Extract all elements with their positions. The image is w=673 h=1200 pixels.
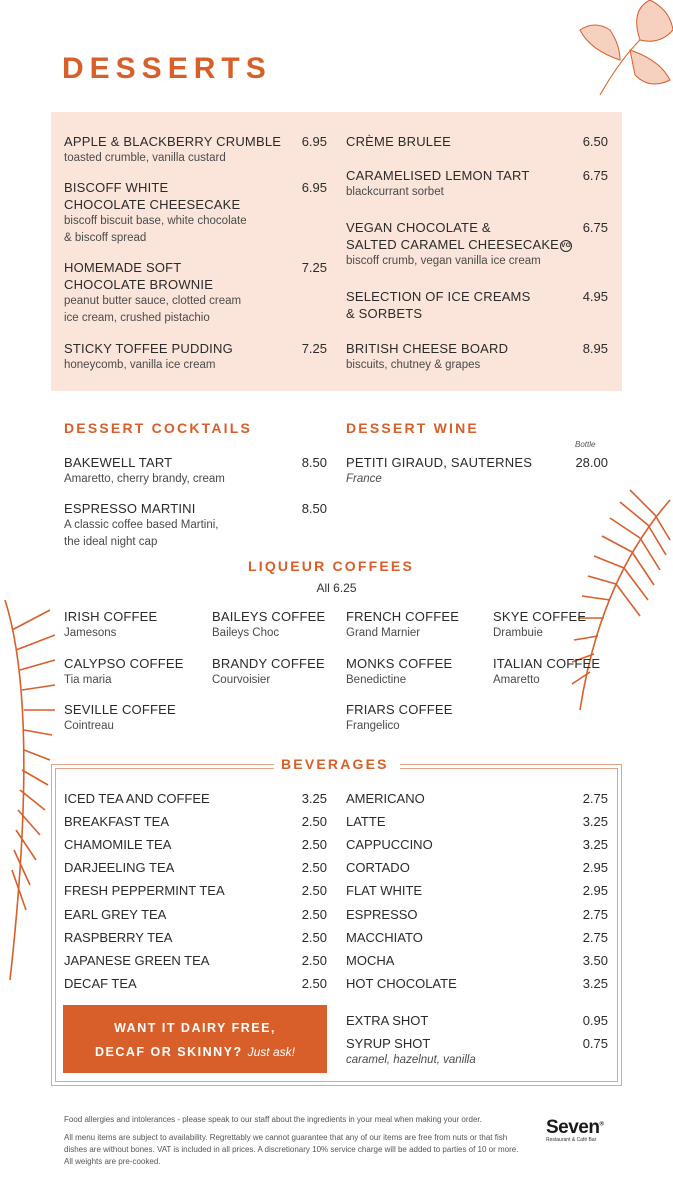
dessert-item: APPLE & BLACKBERRY CRUMBLE toasted crumble, vanilla custard [64,134,282,164]
liqueur-item: SEVILLE COFFEE Cointreau [64,702,176,732]
liqueur-item: BRANDY COFFEE Courvoisier [212,656,325,686]
liqueur-item: BAILEYS COFFEE Baileys Choc [212,609,326,639]
beverage-price: 2.50 [301,837,327,853]
beverage-item: FRESH PEPPERMINT TEA [64,883,225,899]
beverage-item: BREAKFAST TEA [64,814,170,830]
beverage-item: DARJEELING TEA [64,860,175,876]
dessert-price: 4.95 [582,289,608,304]
wine-heading: DESSERT WINE [346,420,479,436]
cocktail-item: ESPRESSO MARTINI A classic coffee based Martini, the ideal night cap [64,501,219,548]
dessert-price: 6.95 [301,180,327,195]
liqueur-item: SKYE COFFEE Drambuie [493,609,587,639]
liqueur-item: FRIARS COFFEE Frangelico [346,702,453,732]
dessert-price: 6.75 [582,220,608,235]
beverage-item: JAPANESE GREEN TEA [64,952,210,968]
beverage-price: 2.50 [301,975,327,991]
beverage-price: 3.25 [582,975,608,991]
beverage-price: 2.95 [582,860,608,876]
syrup-flavours: caramel, hazelnut, vanilla [346,1054,476,1066]
beverage-item: DECAF TEA [64,975,137,991]
beverage-price: 2.75 [582,929,608,945]
dessert-item: HOMEMADE SOFT CHOCOLATE BROWNIE peanut butter sauce, clotted cream ice cream, crushed pistachio [64,260,242,324]
wine-unit-label: Bottle [575,440,596,449]
beverage-item: HOT CHOCOLATE [346,975,457,991]
beverage-price: 2.75 [582,906,608,922]
beverage-price: 2.50 [301,814,327,830]
dessert-item: VEGAN CHOCOLATE & SALTED CARAMEL CHEESECAKE VG biscoff crumb, vegan vanilla ice cream [346,220,571,267]
beverage-price: 2.50 [301,929,327,945]
beverage-price: 3.50 [582,952,608,968]
liqueur-heading: LIQUEUR COFFEES [248,558,415,574]
beverage-item: LATTE [346,814,386,830]
vegan-badge-icon: VG [560,240,572,252]
beverage-item: EARL GREY TEA [64,906,167,922]
beverage-price: 2.50 [301,883,327,899]
beverage-item: MOCHA [346,952,395,968]
dessert-item: CRÈME BRULEE [346,134,451,149]
beverage-item: RASPBERRY TEA [64,929,173,945]
ginkgo-leaf-top-right-icon [570,0,673,100]
dessert-price: 6.50 [582,134,608,149]
cocktail-price: 8.50 [301,501,327,516]
dessert-price: 7.25 [301,341,327,356]
liqueur-item: MONKS COFFEE Benedictine [346,656,453,686]
dessert-item: BISCOFF WHITE CHOCOLATE CHEESECAKE biscoff biscuit base, white chocolate & biscoff spread [64,180,247,244]
liqueur-all-price: All 6.25 [316,581,357,595]
beverage-item: EXTRA SHOT [346,1013,429,1028]
beverage-price: 3.25 [301,791,327,806]
beverage-item: AMERICANO [346,791,425,806]
beverage-item: CORTADO [346,860,410,876]
beverage-price: 2.50 [301,860,327,876]
dessert-price: 7.25 [301,260,327,275]
cocktails-heading: DESSERT COCKTAILS [64,420,253,436]
beverage-item: ICED TEA AND COFFEE [64,791,210,806]
beverage-item: SYRUP SHOT [346,1036,431,1051]
page-title: DESSERTS [62,52,272,85]
beverage-price: 2.75 [582,791,608,806]
beverage-item: CAPPUCCINO [346,837,433,853]
dessert-price: 8.95 [582,341,608,356]
wine-item: PETITI GIRAUD, SAUTERNES France [346,455,533,485]
beverage-price: 0.95 [582,1013,608,1028]
beverage-item: MACCHIATO [346,929,423,945]
dessert-item: BRITISH CHEESE BOARD biscuits, chutney & grapes [346,341,509,371]
liqueur-item: ITALIAN COFFEE Amaretto [493,656,601,686]
dessert-price: 6.95 [301,134,327,149]
wine-price: 28.00 [575,455,608,470]
cocktail-price: 8.50 [301,455,327,470]
beverage-price: 0.75 [582,1036,608,1051]
liqueur-item: CALYPSO COFFEE Tia maria [64,656,184,686]
beverage-price: 3.25 [582,837,608,853]
beverage-price: 2.50 [301,952,327,968]
dairy-free-callout: WANT IT DAIRY FREE, DECAF OR SKINNY? Just ask! [63,1005,327,1073]
beverage-price: 2.95 [582,883,608,899]
allergy-notice: Food allergies and intolerances - please speak to our staff about the ingredients in your meal when making your order. [64,1115,482,1124]
beverages-heading: BEVERAGES [281,756,389,772]
seven-logo: Seven® Restaurant & Café Bar [546,1117,604,1143]
dessert-item: STICKY TOFFEE PUDDING honeycomb, vanilla ice cream [64,341,233,371]
beverage-item: CHAMOMILE TEA [64,837,172,853]
liqueur-item: IRISH COFFEE Jamesons [64,609,158,639]
beverage-item: FLAT WHITE [346,883,423,899]
beverage-price: 3.25 [582,814,608,830]
terms-line: All weights are pre-cooked. [64,1157,161,1166]
liqueur-item: FRENCH COFFEE Grand Marnier [346,609,460,639]
dessert-item: CARAMELISED LEMON TART blackcurrant sorbet [346,168,530,198]
terms-line: All menu items are subject to availability. Regrettably we cannot guarantee that any of our items are free from nuts or that fish [64,1133,508,1142]
beverage-item: ESPRESSO [346,906,418,922]
beverage-price: 2.50 [301,906,327,922]
cocktail-item: BAKEWELL TART Amaretto, cherry brandy, cream [64,455,225,485]
terms-line: dishes are without bones. VAT is included in all prices. A discretionary 10% service charge will be added to parties of 10 or more. [64,1145,519,1154]
dessert-price: 6.75 [582,168,608,183]
dessert-item: SELECTION OF ICE CREAMS & SORBETS [346,289,531,321]
